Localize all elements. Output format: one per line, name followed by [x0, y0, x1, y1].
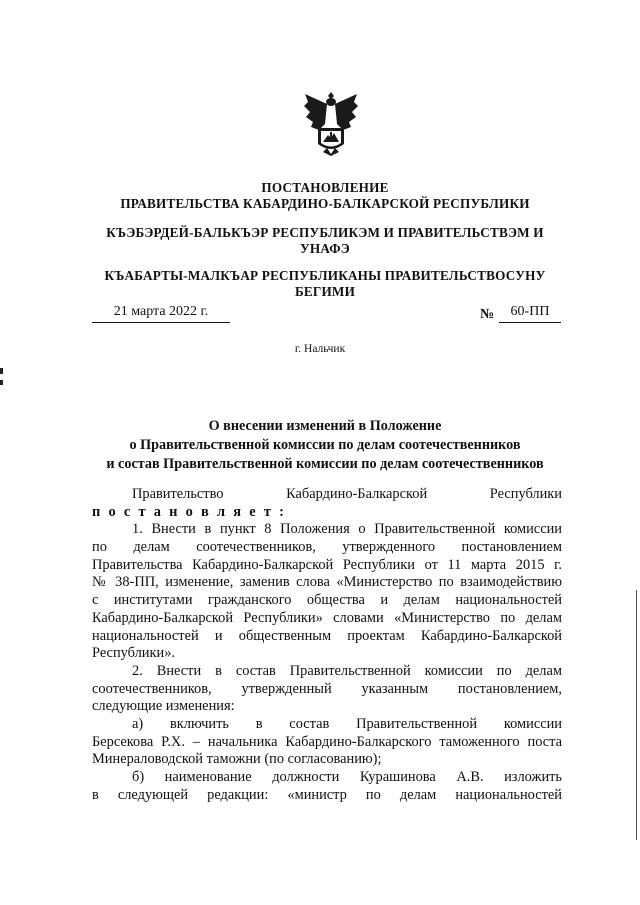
body-line: а) включить в состав Правительственной комиссии [132, 715, 562, 732]
document-title [80, 417, 570, 474]
document-date: 21 марта 2022 г. [92, 304, 230, 323]
kabardian-header [90, 225, 560, 257]
body-line: 2. Внести в состав Правительственной комиссии по делам [132, 662, 562, 679]
body-line: с институтами гражданского общества и делам национальностей [92, 592, 562, 609]
city-name: г. Нальчик [294, 343, 346, 355]
header-line-3: КЪЭБЭРДЕЙ-БАЛЬКЪЭР РЕСПУБЛИКЭМ И ПРАВИТЕЛЬСТВЭМ И [106, 225, 544, 240]
body-line: Минераловодской таможни (по согласованию); [92, 751, 382, 768]
header-line-6: БЕГИМИ [294, 284, 356, 299]
title-line-3: и состав Правительственной комиссии по делам соотечественников [106, 456, 544, 472]
header-line-4: УНАФЭ [300, 241, 350, 256]
body-line: по делам соотечественников, утвержденного постановлением [92, 539, 562, 556]
body-line: № 38-ПП, изменение, заменив слова «Министерство по взаимодействию [92, 574, 562, 591]
body-line: Правительства Кабардино-Балкарской Республики от 11 марта 2015 г. [92, 556, 562, 573]
body-line: национальностей и общественным проектам Кабардино-Балкарской [92, 627, 562, 644]
body-line: соотечественников, утвержденный указанным постановлением, [92, 680, 562, 697]
body-line: 1. Внести в пункт 8 Положения о Правительственной комиссии [132, 521, 562, 538]
page-edge-line [636, 590, 637, 840]
title-line-1: О внесении изменений в Положение [208, 418, 442, 434]
resolution-header [90, 180, 560, 212]
number-sign: № [480, 307, 495, 322]
header-line-2: ПРАВИТЕЛЬСТВА КАБАРДИНО-БАЛКАРСКОЙ РЕСПУБЛИКИ [120, 196, 530, 211]
binder-mark [0, 380, 3, 385]
body-line: Правительство Кабардино-Балкарской Республики [132, 486, 562, 502]
body-line: Республики». [92, 645, 175, 662]
balkar-header [90, 268, 560, 300]
coat-of-arms-emblem [303, 88, 359, 156]
document-body [92, 486, 562, 804]
binder-mark [0, 368, 3, 374]
body-line: п о с т а н о в л я е т : [92, 503, 287, 520]
title-line-2: о Правительственной комиссии по делам соотечественников [129, 437, 521, 453]
body-line: Кабардино-Балкарской Республики» словами «Министерство по делам [92, 609, 562, 626]
document-number: 60-ПП [499, 304, 561, 323]
body-line: следующие изменения: [92, 698, 235, 715]
body-line: б) наименование должности Курашинова А.В. изложить [132, 769, 562, 785]
body-line: в следующей редакции: «министр по делам национальностей [92, 786, 562, 803]
header-line-5: КЪАБАРТЫ-МАЛКЪАР РЕСПУБЛИКАНЫ ПРАВИТЕЛЬСТВОСУНУ [104, 268, 546, 283]
header-line-1: ПОСТАНОВЛЕНИЕ [261, 180, 389, 195]
body-line: Берсекова Р.Х. – начальника Кабардино-Балкарского таможенного поста [92, 733, 562, 750]
